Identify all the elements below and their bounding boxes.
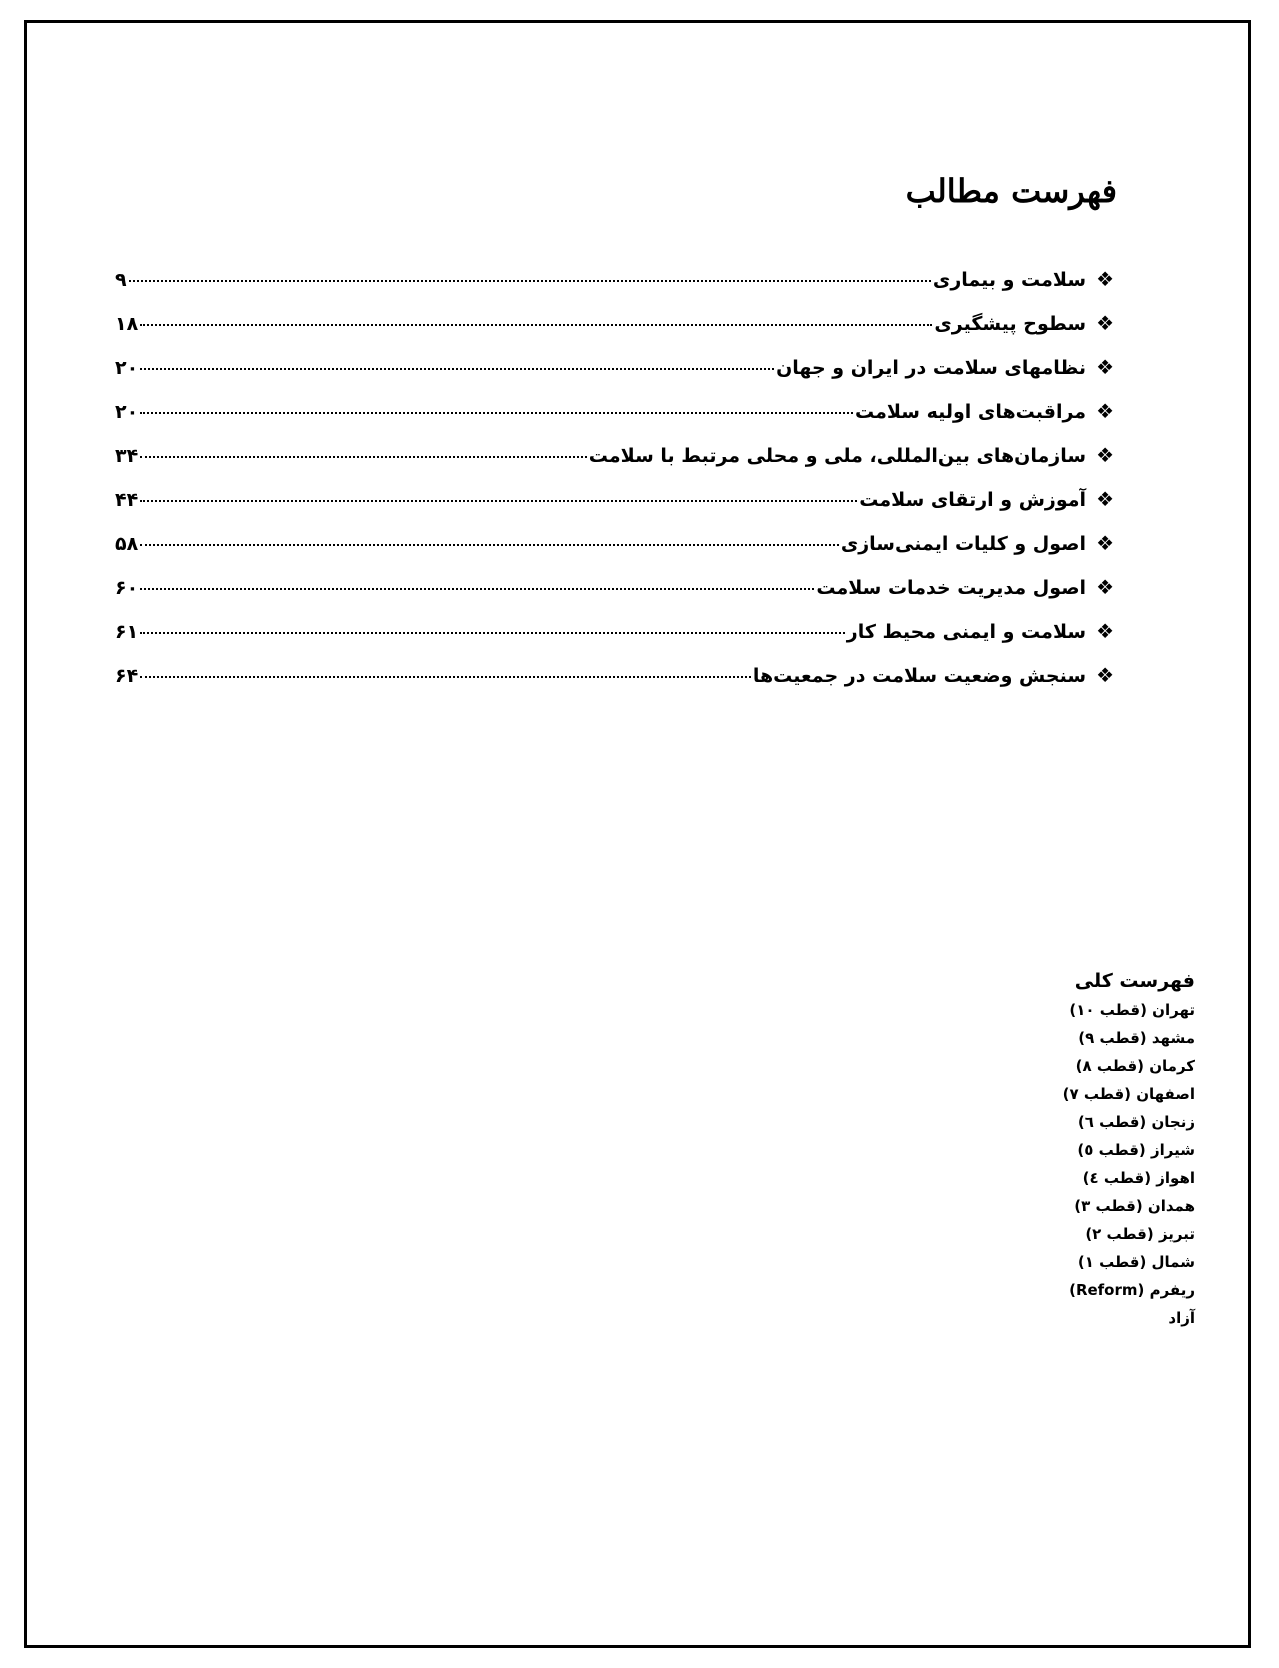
toc-entry[interactable] <box>115 267 1114 311</box>
toc-entry-title: سطوح پیشگیری <box>934 313 1087 335</box>
index-item[interactable]: مشهد (قطب ۹) <box>1078 1029 1195 1047</box>
toc-entry-page: ۶۰ <box>115 577 139 599</box>
toc-entry[interactable] <box>115 575 1114 619</box>
index-item[interactable]: ریفرم (Reform) <box>1069 1281 1195 1299</box>
toc-entry[interactable] <box>115 663 1114 707</box>
toc-list <box>115 267 1114 707</box>
diamond-bullet-icon: ❖ <box>1096 619 1114 643</box>
diamond-bullet-icon: ❖ <box>1096 663 1114 687</box>
toc-entry-title: سازمان‌های بین‌المللی، ملی و محلی مرتبط با سلامت <box>588 445 1087 467</box>
general-index <box>1063 970 1195 1332</box>
toc-entry-title: سنجش وضعیت سلامت در جمعیت‌ها <box>752 665 1087 687</box>
toc-entry-page: ۶۴ <box>115 665 139 687</box>
index-list <box>1063 996 1195 1332</box>
dot-leader <box>140 500 857 502</box>
dot-leader <box>140 588 814 590</box>
toc-entry[interactable] <box>115 311 1114 355</box>
toc-entry-page: ۶۱ <box>115 621 139 643</box>
toc-entry[interactable] <box>115 399 1114 443</box>
dot-leader <box>140 544 839 546</box>
toc-entry-page: ۵۸ <box>115 533 139 555</box>
index-item[interactable]: اصفهان (قطب ۷) <box>1062 1085 1195 1103</box>
index-title: فهرست کلی <box>1074 970 1195 992</box>
index-item[interactable]: شمال (قطب ۱) <box>1077 1253 1195 1271</box>
toc-entry-title: سلامت و ایمنی محیط کار <box>846 621 1087 643</box>
index-item[interactable]: همدان (قطب ۳) <box>1074 1197 1195 1215</box>
toc-entry-page: ۹ <box>115 269 127 291</box>
toc-entry-title: اصول و کلیات ایمنی‌سازی <box>840 533 1087 555</box>
dot-leader <box>140 368 774 370</box>
page-border <box>24 20 1251 1648</box>
index-item[interactable]: تبریز (قطب ۲) <box>1085 1225 1195 1243</box>
index-item[interactable]: زنجان (قطب ٦) <box>1077 1113 1195 1131</box>
toc-entry-title: آموزش و ارتقای سلامت <box>859 489 1087 511</box>
toc-entry-title: مراقبت‌های اولیه سلامت <box>854 401 1087 423</box>
diamond-bullet-icon: ❖ <box>1096 399 1114 423</box>
dot-leader <box>140 632 845 634</box>
diamond-bullet-icon: ❖ <box>1096 443 1114 467</box>
dot-leader <box>140 676 751 678</box>
toc-entry-page: ۳۴ <box>115 445 139 467</box>
diamond-bullet-icon: ❖ <box>1096 267 1114 291</box>
dot-leader <box>129 280 931 282</box>
diamond-bullet-icon: ❖ <box>1096 355 1114 379</box>
dot-leader <box>140 412 853 414</box>
index-item[interactable]: کرمان (قطب ۸) <box>1075 1057 1195 1075</box>
toc-entry[interactable] <box>115 443 1114 487</box>
toc-entry-title: اصول مدیریت خدمات سلامت <box>816 577 1087 599</box>
toc-entry-page: ۴۴ <box>115 489 139 511</box>
diamond-bullet-icon: ❖ <box>1096 575 1114 599</box>
toc-entry-page: ۲۰ <box>115 357 139 379</box>
toc-entry-page: ۲۰ <box>115 401 139 423</box>
dot-leader <box>140 324 932 326</box>
diamond-bullet-icon: ❖ <box>1096 311 1114 335</box>
index-item[interactable]: تهران (قطب ۱۰) <box>1069 1001 1195 1019</box>
toc-title: فهرست مطالب <box>905 172 1117 210</box>
toc-entry[interactable] <box>115 619 1114 663</box>
toc-entry-title: سلامت و بیماری <box>932 269 1087 291</box>
diamond-bullet-icon: ❖ <box>1096 531 1114 555</box>
index-item[interactable]: شیراز (قطب ٥) <box>1077 1141 1195 1159</box>
toc-entry[interactable] <box>115 487 1114 531</box>
index-item[interactable]: آزاد <box>1168 1309 1195 1327</box>
toc-entry-title: نظامهای سلامت در ایران و جهان <box>776 357 1087 379</box>
toc-entry[interactable] <box>115 355 1114 399</box>
toc-entry[interactable] <box>115 531 1114 575</box>
dot-leader <box>140 456 587 458</box>
index-item[interactable]: اهواز (قطب ٤) <box>1082 1169 1195 1187</box>
diamond-bullet-icon: ❖ <box>1096 487 1114 511</box>
toc-entry-page: ۱۸ <box>115 313 139 335</box>
